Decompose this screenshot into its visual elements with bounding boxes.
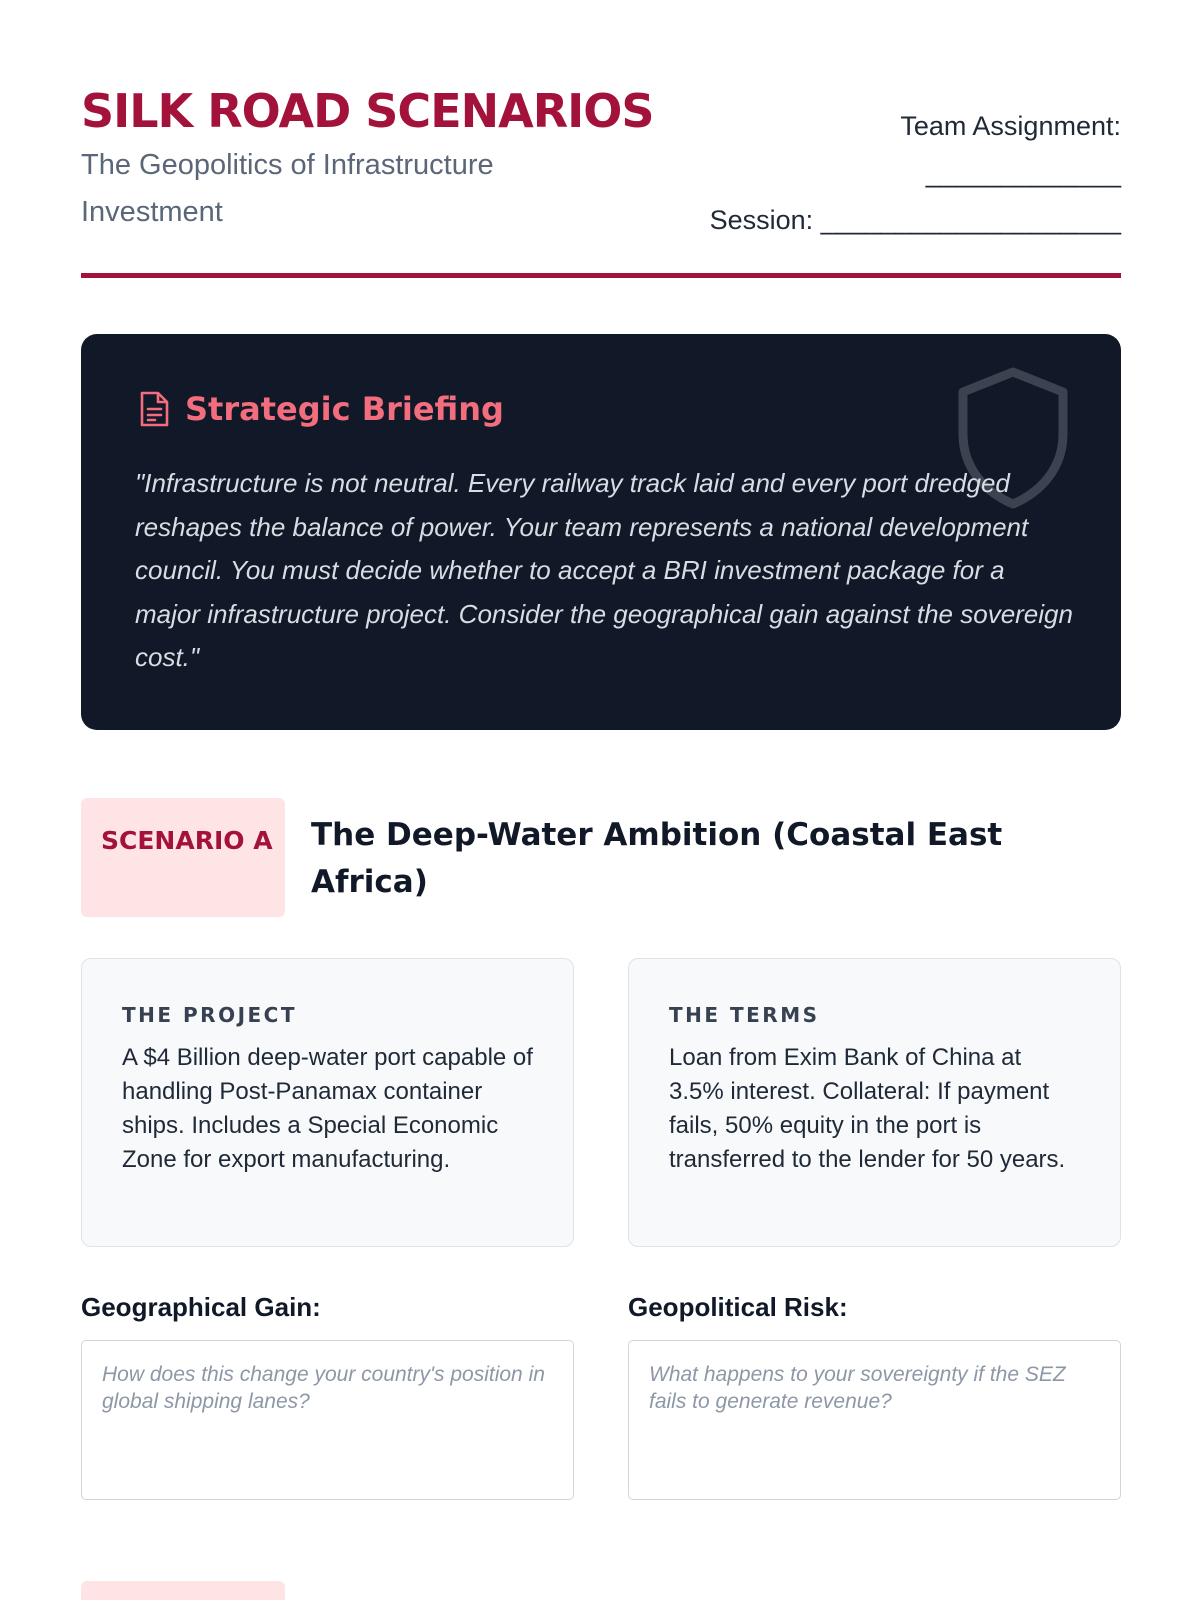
page-title: SILK ROAD SCENARIOS [81,84,654,138]
header-divider [81,273,1121,278]
team-assignment-line [691,103,1121,150]
terms-card [628,958,1121,1247]
session-line [691,197,1121,244]
briefing-quote: "Infrastructure is not neutral. Every railway track laid and every port dredged reshapes the balance of power. Your team represents a national development council. You must decide whether to accept a BRI investment package for a major infrastructure project. Consider the geographical gain against the sovereign cost." [135,468,1073,672]
project-label: THE PROJECT [122,1003,297,1027]
geopolitical-risk-input[interactable] [628,1340,1121,1500]
strategic-briefing-panel [81,334,1121,730]
worksheet-page [81,0,1121,1322]
scenario-title: The Deep-Water Ambition (Coastal East Africa) [311,817,1003,900]
briefing-heading [137,390,504,428]
next-scenario-badge [81,1581,285,1600]
project-card [81,958,574,1247]
scenario-a-header [81,798,1121,918]
project-body: A $4 Billion deep-water port capable of handling Post-Panamax container ships. Includes a Special Economic Zone for export manufacturing. [122,1044,533,1173]
geographical-gain-input[interactable] [81,1340,574,1500]
geopolitical-risk-label: Geopolitical Risk: [628,1292,848,1322]
terms-label: THE TERMS [669,1003,820,1027]
worksheet-header [81,0,1121,280]
geographical-gain-label: Geographical Gain: [81,1292,321,1322]
session-blank: ____________________ [820,205,1121,235]
session-label: Session: [709,205,814,235]
scenario-badge: SCENARIO A [81,798,285,917]
document-icon [137,390,171,428]
team-assignment-blank-line [691,150,1121,197]
page-subtitle: The Geopolitics of Infrastructure Investment [81,149,494,228]
briefing-title: Strategic Briefing [185,390,504,428]
assignment-meta [691,103,1121,244]
team-assignment-blank: _____________ [925,158,1121,188]
terms-body: Loan from Exim Bank of China at 3.5% interest. Collateral: If payment fails, 50% equity in the port is transferred to the lender for 50 years. [669,1044,1066,1173]
team-assignment-label: Team Assignment: [900,111,1121,141]
